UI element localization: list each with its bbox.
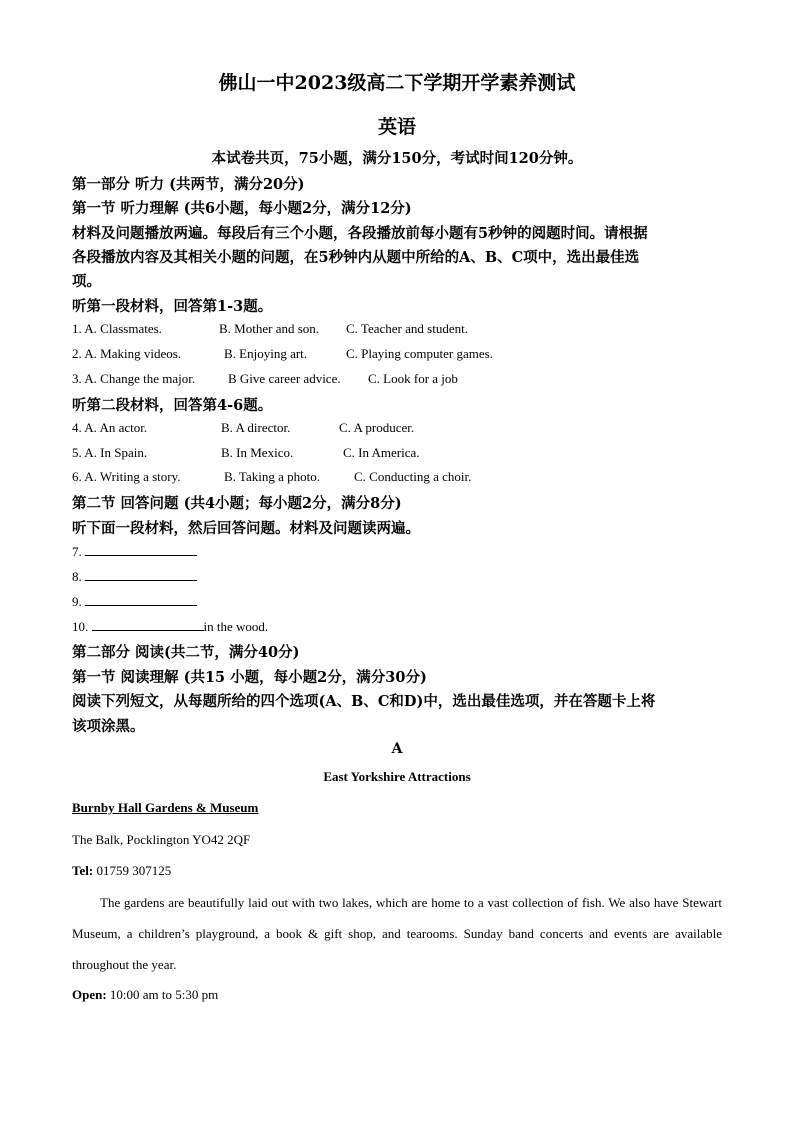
open-label: Open: — [72, 987, 107, 1002]
q6-option-b: B. Taking a photo. — [224, 469, 320, 484]
q6-option-a: 6. A. Writing a story. — [72, 469, 181, 484]
tel-label: Tel: — [72, 863, 94, 878]
q6-option-c: C. Conducting a choir. — [354, 469, 472, 484]
q10-answer-line — [72, 618, 268, 635]
q7-answer-line — [72, 543, 197, 560]
q4-option-a: 4. A. An actor. — [72, 420, 148, 435]
q7-number: 7. — [72, 544, 82, 559]
part1-heading: 第一部分 听力 (共两节，满分20分) — [72, 176, 305, 193]
passage2-prompt: 听第二段材料，回答第4-6题。 — [72, 397, 273, 414]
q1-option-b: B. Mother and son. — [219, 321, 320, 336]
q9-answer-line — [72, 593, 197, 610]
open-value: 10:00 am to 5:30 pm — [106, 987, 219, 1002]
q1-option-a: 1. A. Classmates. — [72, 321, 162, 336]
q8-answer-line — [72, 568, 197, 585]
venue-tel — [72, 863, 171, 879]
part1-section2-instructions: 听下面一段材料，然后回答问题。材料及问题读两遍。 — [72, 520, 420, 537]
passage1-prompt: 听第一段材料，回答第1-3题。 — [72, 298, 273, 315]
q1-option-c: C. Teacher and student. — [346, 321, 468, 336]
desc-line-1: The gardens are beautifully laid out with two lakes, which are home to a vast collection of fish. We also have — [100, 895, 679, 910]
part1-instructions-line3: 项。 — [72, 273, 101, 290]
q5-option-b: B. In Mexico. — [221, 445, 294, 460]
part2-instructions-line1: 阅读下列短文，从每题所给的四个选项(A、B、C和D)中，选出最佳选项，并在答题卡上将 — [72, 693, 656, 710]
q2-option-c: C. Playing computer games. — [346, 346, 493, 361]
q8-number: 8. — [72, 569, 82, 584]
venue-address: The Balk, Pocklington YO42 2QF — [72, 832, 251, 847]
q3-option-a: 3. A. Change the major. — [72, 371, 196, 386]
desc-line-2: Stewart Museum, a children’s playground, a book & gift shop, and tearooms. Sunday band concerts and events are — [72, 895, 722, 941]
part1-section2-heading: 第二节 回答问题 (共4小题；每小题2分，满分8分) — [72, 495, 402, 512]
exam-title: 佛山一中2023级高二下学期开学素养测试 — [218, 72, 576, 94]
part1-instructions-line2: 各段播放内容及其相关小题的问题，在5秒钟内从题中所给的A、B、C项中，选出最佳选 — [72, 249, 640, 266]
subject-title: 英语 — [377, 116, 416, 138]
tel-value: 01759 307125 — [93, 863, 172, 878]
passage-title: East Yorkshire Attractions — [323, 769, 471, 784]
venue-open-hours — [72, 987, 218, 1003]
q5-option-a: 5. A. In Spain. — [72, 445, 148, 460]
exam-info: 本试卷共页，75小题，满分150分，考试时间120分钟。 — [211, 150, 583, 167]
q3-option-b: B Give career advice. — [228, 371, 341, 386]
q8-blank[interactable] — [85, 568, 197, 581]
desc-line-3: available throughout the year. — [72, 926, 722, 972]
q9-number: 9. — [72, 594, 82, 609]
part2-instructions-line2: 该项涂黑。 — [72, 718, 145, 735]
part2-section1-heading: 第一节 阅读理解 (共15 小题，每小题2分，满分30分) — [72, 669, 427, 686]
part1-section1-heading: 第一节 听力理解 (共6小题，每小题2分，满分12分) — [72, 200, 412, 217]
passage-letter: A — [391, 741, 403, 757]
venue-description — [72, 887, 722, 980]
q2-option-b: B. Enjoying art. — [224, 346, 308, 361]
q7-blank[interactable] — [85, 543, 197, 556]
part2-heading: 第二部分 阅读(共二节，满分40分) — [72, 644, 300, 661]
q2-option-a: 2. A. Making videos. — [72, 346, 182, 361]
q10-number: 10. — [72, 619, 89, 634]
q10-tail: in the wood. — [203, 619, 269, 634]
q9-blank[interactable] — [85, 593, 197, 606]
q5-option-c: C. In America. — [343, 445, 420, 460]
part1-instructions-line1: 材料及问题播放两遍。每段后有三个小题，各段播放前每小题有5秒钟的阅题时间。请根据 — [72, 225, 648, 242]
venue-name: Burnby Hall Gardens & Museum — [72, 800, 259, 815]
q10-blank[interactable] — [92, 618, 204, 631]
q3-option-c: C. Look for a job — [368, 371, 458, 386]
q4-option-b: B. A director. — [221, 420, 291, 435]
q4-option-c: C. A producer. — [339, 420, 415, 435]
